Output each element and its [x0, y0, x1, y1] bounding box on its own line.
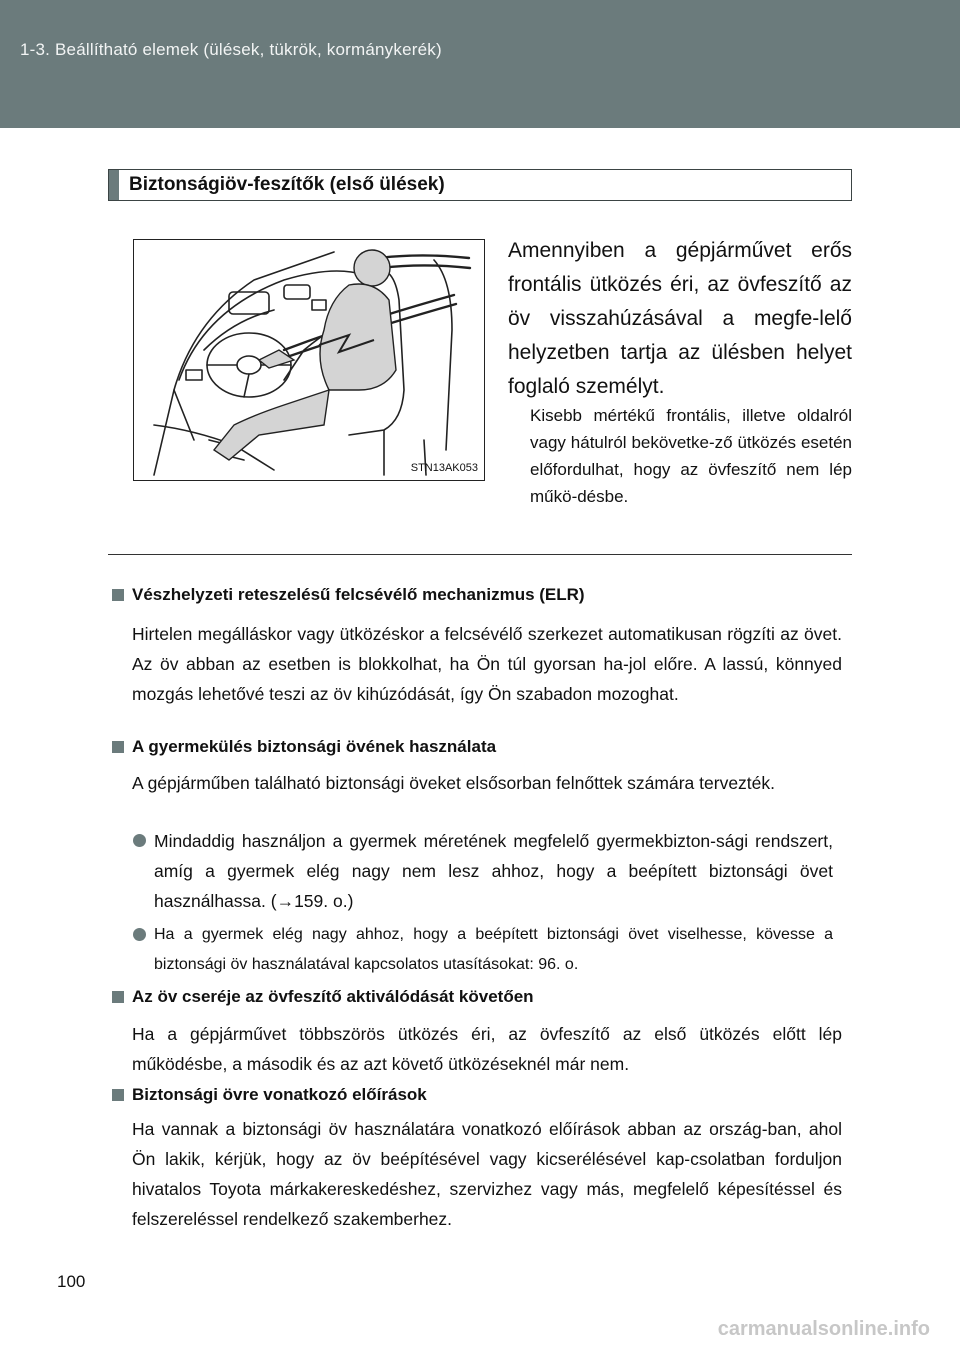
header-band [0, 0, 960, 128]
subheading-text: Vészhelyzeti reteszelésű felcsévélő mechanizmus (ELR) [132, 585, 585, 604]
pretensioner-illustration [133, 239, 485, 481]
paragraph-belt-replacement: Ha a gépjárművet többszörös ütközés éri, az övfeszítő az első ütközés előtt lép működésbe, a második és az azt követő ütközéseknél már nem. [132, 1024, 842, 1074]
subheading-elr [112, 585, 585, 605]
paragraph-child-seat-belt: A gépjárműben található biztonsági öveket elsősorban felnőttek számára tervezték. [132, 773, 776, 793]
section-divider [108, 554, 852, 555]
subheading-regulations [112, 1085, 427, 1105]
bullet-text: Ha a gyermek elég nagy ahhoz, hogy a beépített biztonsági övet viselhesse, kövesse a biztonsági öv használatával kapcsolatos utasításokat: 96. o. [154, 926, 833, 973]
square-bullet-icon [112, 991, 124, 1003]
chapter-label: 1-3. Beállítható elemek (ülések, tükrök, kormánykerék) [20, 40, 442, 59]
square-bullet-icon [112, 589, 124, 601]
subheading-text: Biztonsági övre vonatkozó előírások [132, 1085, 427, 1104]
subheading-text: A gyermekülés biztonsági övének használata [132, 737, 497, 756]
round-bullet-icon [133, 928, 146, 941]
lead-paragraph: Amennyiben a gépjárművet erős frontális ütközés éri, az övfeszítő az öv visszahúzásával a megfe-lelő helyzetben tartja az ülésben helyet foglaló személyt. [508, 239, 852, 398]
watermark: carmanualsonline.info [717, 1318, 930, 1340]
paragraph-regulations: Ha vannak a biztonsági öv használatára vonatkozó előírások abban az ország-ban, ahol Ön lakik, kérjük, hogy az öv beépítésével vagy kicserélésével kap-csolatban forduljon hivatalos Toyota márkakereskedéshez, szervizhez vagy más, megfelelő képesítéssel és felszereléssel rendelkező szakemberhez. [132, 1119, 842, 1229]
list-item [133, 826, 833, 916]
bullet-text: Mindaddig használjon a gyermek méretének megfelelő gyermekbizton-sági rendszert, amíg a gyermek elég nagy nem lesz ahhoz, hogy a beépített biztonsági övet használhassa. (→159. o.) [154, 831, 833, 911]
list-item [133, 920, 833, 980]
note-paragraph: Kisebb mértékű frontális, illetve oldalról vagy hátulról bekövetke-ző ütközés esetén előfordulhat, hogy az övfeszítő nem lép műkö-désbe. [530, 406, 852, 506]
paragraph-elr: Hirtelen megálláskor vagy ütközéskor a felcsévélő szerkezet automatikusan rögzíti az övet. Az öv abban az esetben is blokkolhat, ha Ön túl gyorsan ha-jol előre. A lassú, könnyed mozgás lehetővé teszi az öv kihúzódását, így Ön szabadon mozoghat. [132, 624, 842, 704]
round-bullet-icon [133, 834, 146, 847]
subheading-text: Az öv cseréje az övfeszítő aktiválódását követően [132, 987, 534, 1006]
page-number: 100 [57, 1272, 86, 1291]
figure-code: STN13AK053 [410, 462, 478, 474]
section-title-box [108, 169, 852, 201]
car-interior-drawing [134, 240, 484, 480]
subheading-child-seat-belt [112, 737, 496, 757]
square-bullet-icon [112, 741, 124, 753]
title-accent-bar [109, 170, 119, 200]
subheading-belt-replacement [112, 987, 534, 1007]
section-title: Biztonságiöv-feszítők (első ülések) [129, 174, 445, 195]
square-bullet-icon [112, 1089, 124, 1101]
